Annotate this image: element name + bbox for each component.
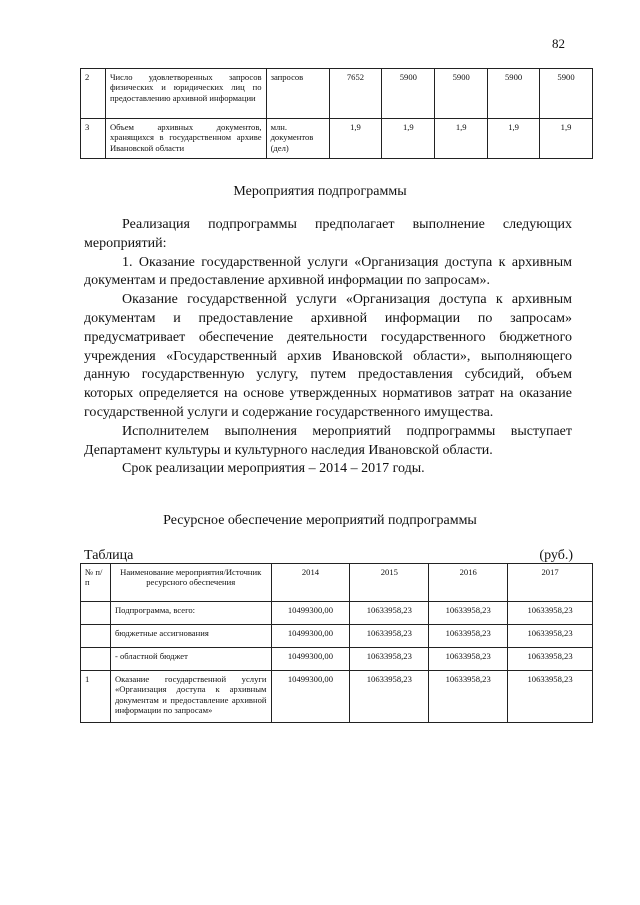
cell-value: 10633958,23 [350,648,429,671]
indicator-value: 5900 [488,69,540,119]
paragraph: Срок реализации мероприятия – 2014 – 2017 годы. [122,461,425,477]
indicator-value: 5900 [382,69,435,119]
table-row [81,69,593,119]
row-name: Подпрограмма, всего: [110,602,271,625]
table-row [81,602,593,625]
table-row [81,625,593,648]
indicator-unit: запросов [266,69,329,119]
cell-value: 10633958,23 [508,602,593,625]
cell-value: 10499300,00 [271,602,350,625]
section-heading-resources: Ресурсное обеспечение мероприятий подпрограммы [163,513,477,528]
indicator-value: 1,9 [329,119,382,159]
indicator-name: Объем архивных документов, хранящихся в государственном архиве Ивановской области [105,119,266,159]
cell-value: 10633958,23 [429,648,508,671]
indicator-value: 5900 [540,69,593,119]
indicator-value: 5900 [435,69,488,119]
row-number [81,625,111,648]
cell-value: 10633958,23 [350,671,429,723]
column-header: 2015 [350,564,429,602]
paragraph: Реализация подпрограммы предполагает выполнение следующих мероприятий: [84,217,572,251]
paragraph: Исполнителем выполнения мероприятий подпрограммы выступает Департамент культуры и культурного наследия Ивановской области. [84,423,572,458]
cell-value: 10499300,00 [271,648,350,671]
row-name: бюджетные ассигнования [110,625,271,648]
paragraph: 1. Оказание государственной услуги «Организация доступа к архивным документам и предоставление архивной информации по запросам». [84,254,572,289]
row-name: Оказание государственной услуги «Организация доступа к архивным документам и предоставление архивной информации по запросам» [110,671,271,723]
cell-value: 10633958,23 [429,625,508,648]
indicator-value: 1,9 [382,119,435,159]
cell-value: 10499300,00 [271,625,350,648]
row-number: 3 [81,119,106,159]
paragraph: Оказание государственной услуги «Организация доступа к архивным документам и предоставление архивной информации по запросам» предусматривает обеспечение деятельности государственного бюджетного учреждения «Государственный архив Ивановской области», выполняющего данную государственную услугу, путем предоставления субсидий, объем которых определяется на основе утвержденных нормативов затрат на оказание государственной услуги и содержание государственного имущества. [84,292,572,420]
column-header: Наименование мероприятия/Источник ресурсного обеспечения [110,564,271,602]
cell-value: 10633958,23 [508,625,593,648]
table-row [81,671,593,723]
indicator-value: 1,9 [435,119,488,159]
indicators-table [80,68,593,159]
row-name: - областной бюджет [110,648,271,671]
page-number: 82 [552,36,565,51]
cell-value: 10633958,23 [508,648,593,671]
table-unit: (руб.) [539,548,573,563]
cell-value: 10633958,23 [508,671,593,723]
cell-value: 10499300,00 [271,671,350,723]
cell-value: 10633958,23 [429,671,508,723]
row-number [81,648,111,671]
section-heading-events: Мероприятия подпрограммы [233,184,407,199]
cell-value: 10633958,23 [350,625,429,648]
table-caption: Таблица [84,548,134,563]
body-text [84,216,572,479]
indicator-name: Число удовлетворенных запросов физических и юридических лиц по предоставлению архивной информации [105,69,266,119]
cell-value: 10633958,23 [429,602,508,625]
indicator-value: 7652 [329,69,382,119]
cell-value: 10633958,23 [350,602,429,625]
table-row [81,648,593,671]
indicator-value: 1,9 [488,119,540,159]
resource-table [80,563,593,723]
table-row [81,119,593,159]
row-number [81,602,111,625]
column-header: 2016 [429,564,508,602]
indicator-value: 1,9 [540,119,593,159]
table-header-row [81,564,593,602]
column-header: 2017 [508,564,593,602]
column-header: 2014 [271,564,350,602]
column-header: № п/п [81,564,111,602]
row-number: 1 [81,671,111,723]
row-number: 2 [81,69,106,119]
indicator-unit: млн. документов (дел) [266,119,329,159]
